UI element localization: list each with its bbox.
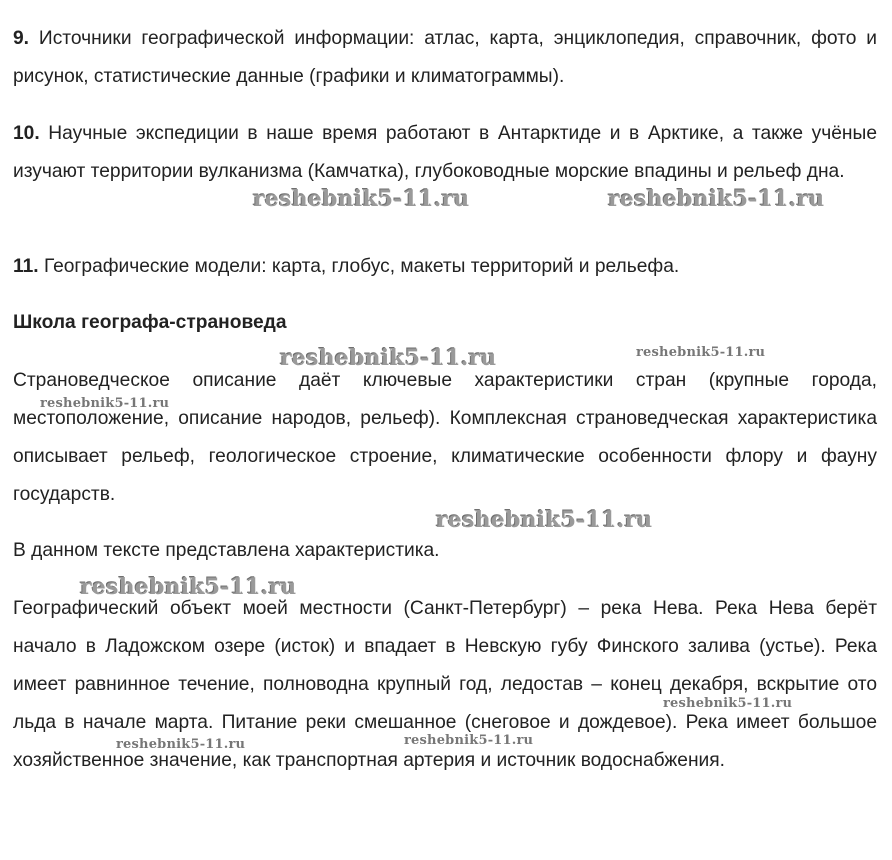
watermark: reshebnik5-11.ru xyxy=(436,507,653,533)
paragraph-text: Географические модели: карта, глобус, макеты территорий и рельефа. xyxy=(43,256,680,277)
paragraph-number: 9. xyxy=(13,28,30,49)
watermark: reshebnik5-11.ru xyxy=(404,733,534,748)
paragraph-9 xyxy=(13,20,877,96)
paragraph-text: Источники географической информации: атлас, карта, энциклопедия, справочник, фото и рисунок, статистические данные (графики и климатограммы). xyxy=(13,28,877,87)
watermark: reshebnik5-11.ru xyxy=(40,396,170,411)
section-heading: Школа географа-страноведа xyxy=(13,312,287,333)
watermark: reshebnik5-11.ru xyxy=(80,574,297,600)
paragraph-neva: Географический объект моей местности (Санкт-Петербург) – река Нева. Река Нева берёт начало в Ладожском озере (исток) и впадает в Невскую губу Финского залива (устье). Река имеет равнинное течение, полноводна крупный год, ледостав – конец декабря, вскрытие ото льда в начале марта. Питание реки смешанное (снеговое и дождевое). Река имеет большое хозяйственное значение, как транспортная артерия и источник водоснабжения. xyxy=(13,598,877,771)
paragraph-10 xyxy=(13,115,877,191)
watermark: reshebnik5-11.ru xyxy=(116,737,246,752)
paragraph-number: 11. xyxy=(13,256,39,277)
watermark: reshebnik5-11.ru xyxy=(636,345,766,360)
paragraph-characteristic: В данном тексте представлена характеристика. xyxy=(13,540,440,561)
watermark: reshebnik5-11.ru xyxy=(253,186,470,212)
watermark: reshebnik5-11.ru xyxy=(280,345,497,371)
watermark: reshebnik5-11.ru xyxy=(663,696,793,711)
paragraph-country-description: Страноведческое описание даёт ключевые характеристики стран (крупные города, местоположение, описание народов, рельеф). Комплексная страноведческая характеристика описывает рельеф, геологическое строение, климатические особенности флору и фауну государств. xyxy=(13,370,877,505)
paragraph-text: Научные экспедиции в наше время работают в Антарктиде и в Арктике, а также учёные изучают территории вулканизма (Камчатка), глубоководные морские впадины и рельеф дна. xyxy=(13,123,877,182)
paragraph-number: 10. xyxy=(13,123,40,144)
paragraph-11 xyxy=(13,248,877,286)
watermark: reshebnik5-11.ru xyxy=(608,186,825,212)
